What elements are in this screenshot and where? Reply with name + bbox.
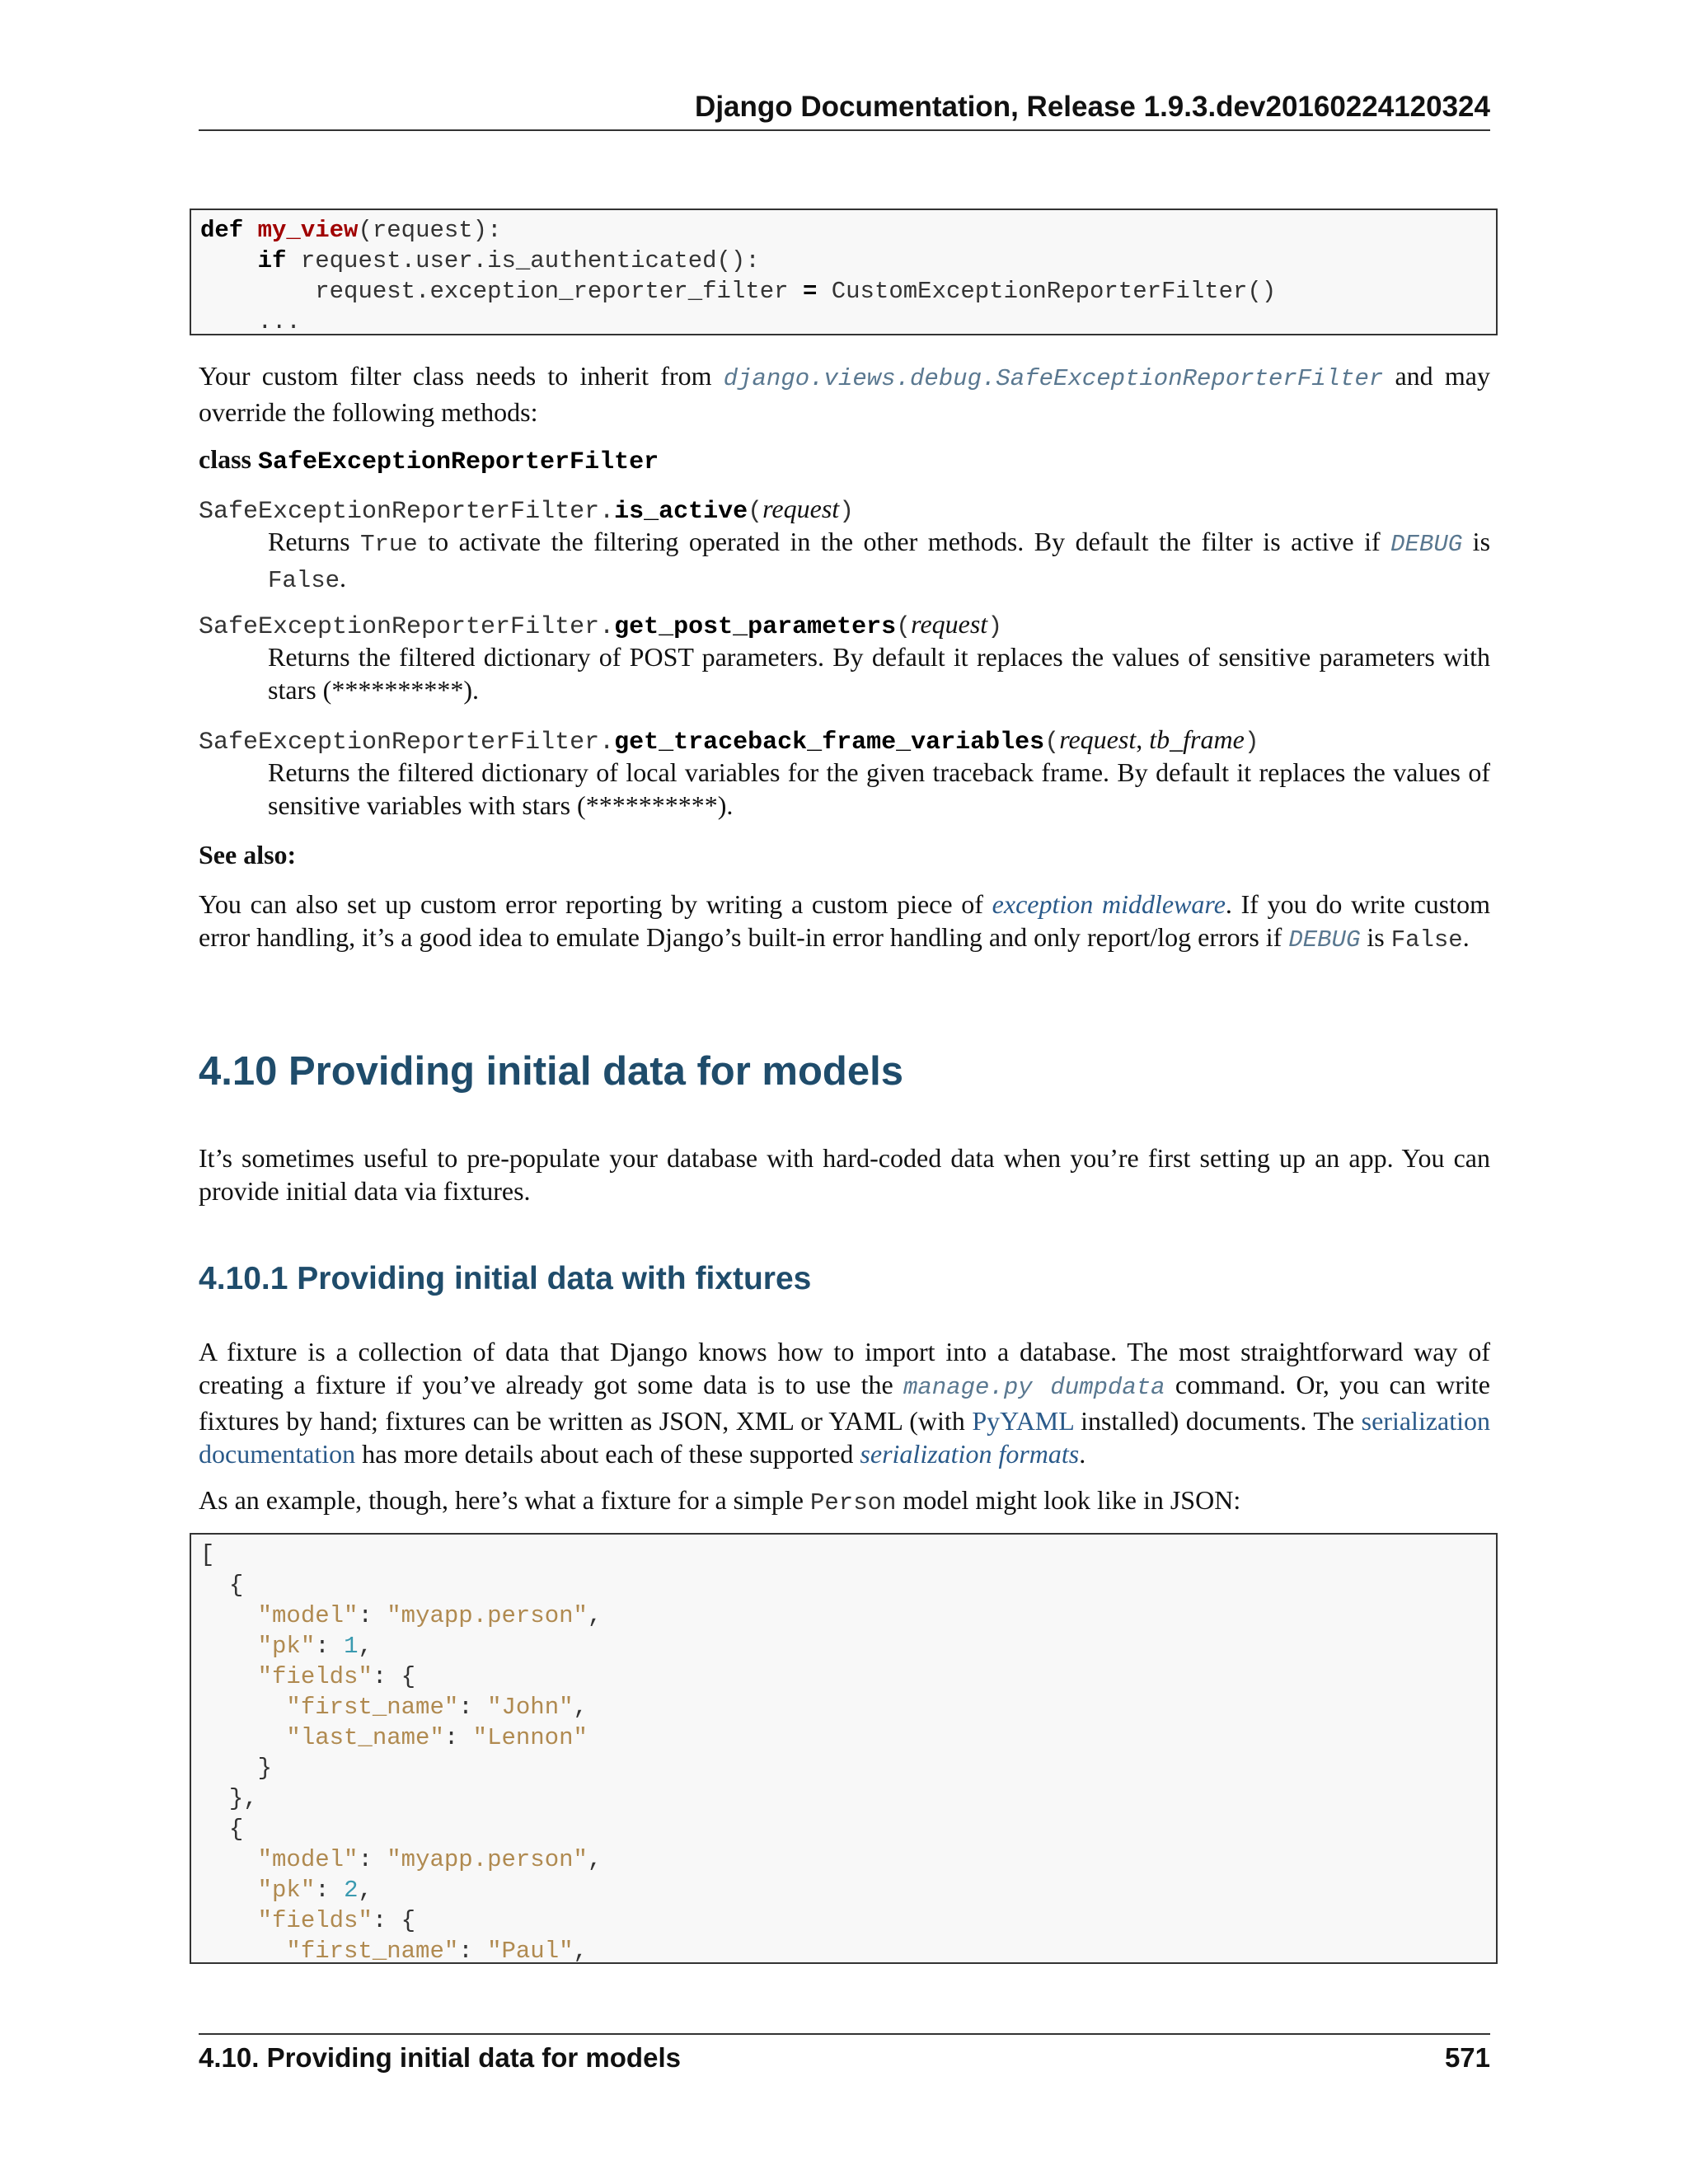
code-token: : [372,1907,401,1934]
code-token: "myapp.person" [387,1602,588,1629]
method-description-is-active [268,525,1490,598]
code-block-my-view [190,209,1498,335]
dumpdata-command-link[interactable]: manage.py dumpdata [903,1374,1165,1401]
code-token: ... [257,308,301,335]
code-token: { [401,1907,416,1934]
code-token: "Lennon" [472,1724,588,1751]
fixtures-paragraph [199,1335,1490,1470]
header-divider [199,129,1490,131]
inline-code: False [1390,926,1463,954]
method-signature-is-active [199,492,1490,528]
sig-prefix: SafeExceptionReporterFilter. [199,729,615,757]
serialization-docs-link[interactable]: serialization documentation [199,1406,1491,1469]
code-token: : [458,1938,488,1964]
sig-param: request [1059,724,1137,754]
code-token: { [401,1663,416,1690]
code-token: "last_name" [286,1724,444,1751]
text-run: As an example, though, here’s what a fixture for a simple [199,1485,810,1515]
section-intro-paragraph: It’s sometimes useful to pre-populate your database with hard-coded data when you’re first setting up an app. You can provide initial data via fixtures. [199,1143,1490,1206]
code-token: (request): [358,217,502,244]
code-token: CustomExceptionReporterFilter() [817,278,1277,305]
method-signature-get-post-parameters [199,607,1490,644]
text-run: Your custom filter class needs to inherit from [199,361,724,391]
code-token: 2 [344,1877,359,1904]
safe-filter-link[interactable]: django.views.debug.SafeExceptionReporterFilter [723,365,1384,392]
class-declaration [199,443,1490,479]
footer-section-title: 4.10. Providing initial data for models [199,2042,681,2073]
code-token: "fields" [257,1907,373,1934]
sig-paren: ) [987,613,1003,641]
sig-paren: ( [748,498,763,526]
debug-setting-link[interactable]: DEBUG [1390,531,1463,558]
code-token: "John" [487,1694,574,1721]
text-run: installed) documents. The [1073,1406,1362,1436]
code-token: : [458,1694,488,1721]
text-run: model might look like in JSON: [896,1485,1241,1515]
see-also-paragraph [199,888,1490,957]
code-token: { [228,1572,244,1599]
text-run: You can also set up custom error reporting by writing a custom piece of [199,889,992,919]
intro-paragraph [199,359,1490,429]
text-run: is [1462,527,1491,556]
method-description-get-post-parameters: Returns the filtered dictionary of POST parameters. By default it replaces the values of sensitive parameters with stars (**********). [268,642,1490,705]
code-token: , [573,1694,588,1721]
text-run: Returns [268,527,361,556]
serialization-formats-link[interactable]: serialization formats [860,1439,1080,1469]
method-description-get-traceback-frame-variables: Returns the filtered dictionary of local variables for the given traceback frame. By default it replaces the values of sensitive variables with stars (**********). [268,757,1490,820]
method-signature-get-traceback-frame-variables [199,723,1490,759]
code-token: "Paul" [487,1938,574,1964]
sig-separator: , [1136,724,1150,754]
code-token: 1 [344,1633,359,1660]
class-name: SafeExceptionReporterFilter [258,448,659,476]
subsection-heading: 4.10.1 Providing initial data with fixtures [199,1261,812,1296]
sig-name: get_post_parameters [614,613,897,641]
sig-prefix: SafeExceptionReporterFilter. [199,613,615,641]
code-token: def [200,217,244,244]
text-run: is [1360,922,1391,952]
code-token: , [587,1602,603,1629]
inline-code: False [268,567,340,594]
code-token: "pk" [257,1877,316,1904]
text-run: command. Or, you can write fixtures by hand; fixtures can be written as JSON, XML or YAML (with [199,1370,1491,1436]
code-token: } [257,1755,273,1782]
code-token: , [573,1938,588,1964]
inline-code: Person [810,1489,897,1516]
code-token: : [358,1602,387,1629]
text-run: has more details about each of these supported [355,1439,860,1469]
section-heading: 4.10 Providing initial data for models [199,1049,903,1094]
class-keyword: class [199,444,258,474]
code-token: : [315,1633,345,1660]
text-run: A fixture is a collection of data that Django knows how to import into a database. The most straightforward way of creating a fixture if you’ve already got some data is to use the [199,1337,1490,1399]
example-intro-paragraph [199,1483,1490,1520]
footer-divider [199,2033,1490,2035]
code-token: { [228,1816,244,1843]
sig-name: get_traceback_frame_variables [614,729,1045,757]
code-token: }, [228,1785,258,1812]
text-run: . [1462,922,1470,952]
text-run: to activate the filtering operated in the other methods. By default the filter is active if [417,527,1391,556]
code-token: , [587,1846,603,1873]
code-token: "pk" [257,1633,316,1660]
code-token: request.user.is_authenticated(): [286,247,760,274]
code-token: "model" [257,1602,359,1629]
code-token: "fields" [257,1663,373,1690]
text-run: . If you do write custom error handling, it’s a good idea to emulate Django’s built-in error handling and only report/log errors if [199,889,1491,952]
code-token: : [315,1877,345,1904]
pyyaml-link[interactable]: PyYAML [972,1406,1074,1436]
code-token: "myapp.person" [387,1846,588,1873]
debug-setting-link[interactable]: DEBUG [1288,926,1361,954]
code-token: : [372,1663,401,1690]
sig-paren: ) [1244,729,1259,757]
code-token: , [358,1633,373,1660]
text-run: and may override the following methods: [199,361,1491,427]
code-token: "first_name" [286,1938,459,1964]
code-token: [ [200,1541,215,1568]
sig-param: request [911,609,988,639]
code-token: = [802,278,818,305]
running-header: Django Documentation, Release 1.9.3.dev20160224120324 [695,91,1490,123]
sig-param: request [762,494,840,523]
sig-name: is_active [614,498,748,526]
inline-code: True [360,531,418,558]
sig-paren: ( [1044,729,1060,757]
code-token: my_view [257,217,359,244]
sig-paren: ( [896,613,912,641]
sig-param: tb_frame [1149,724,1245,754]
code-token: "model" [257,1846,359,1873]
see-also-label: See also: [199,840,297,869]
text-run: . [1079,1439,1086,1469]
code-token: "first_name" [286,1694,459,1721]
sig-paren: ) [839,498,855,526]
text-run: . [340,563,347,593]
code-token: , [358,1877,373,1904]
page-number: 571 [1444,2042,1490,2073]
code-block-json-fixture [190,1533,1498,1964]
exception-middleware-link[interactable]: exception middleware [992,889,1226,919]
code-token: request.exception_reporter_filter [315,278,803,305]
code-token: : [358,1846,387,1873]
code-token: : [443,1724,473,1751]
sig-prefix: SafeExceptionReporterFilter. [199,498,615,526]
code-token: if [257,247,287,274]
